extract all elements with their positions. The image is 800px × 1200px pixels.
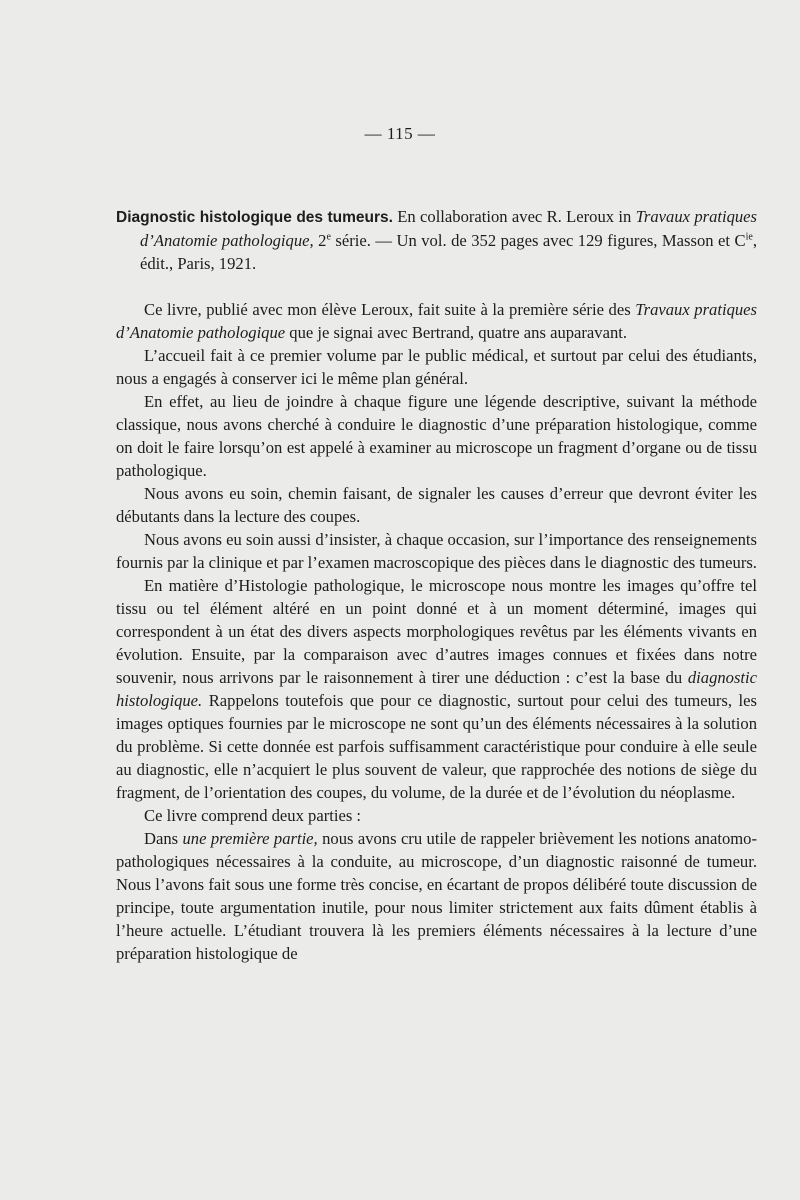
paragraph-5: Nous avons eu soin aussi d’insister, à chaque occasion, sur l’importance des renseignements fournis par la clinique et par l’examen macroscopique des pièces dans le diagnostic des tumeurs. (116, 530, 757, 572)
paragraph-4: Nous avons eu soin, chemin faisant, de signaler les causes d’erreur que devront éviter les débutants dans la lecture des coupes. (116, 484, 757, 526)
paragraph-1-text-a: Ce livre, publié avec mon élève Leroux, fait suite à la première série des (144, 300, 636, 319)
paragraph-6-italic: diagnostic histologique. (116, 668, 757, 710)
bibliography-text-1: En collaboration avec R. Leroux in (392, 207, 636, 226)
series-title: Travaux pratiques d’Anatomie pathologique, (140, 207, 758, 250)
paragraph-2: L’accueil fait à ce premier volume par le public médical, et surtout par celui des étudiants, nous a engagés à conserver ici le même plan général. (116, 346, 757, 388)
paragraph-1-text-b: que je signai avec Bertrand, quatre ans auparavant. (285, 323, 628, 342)
paragraph-6 (116, 574, 757, 804)
paragraph-1-italic: Travaux pratiques d’Anatomie pathologique (116, 300, 757, 342)
paragraph-8-text-b: nous avons cru utile de rappeler brièvement les notions anatomo-pathologiques nécessaires à la conduite, au microscope, d’un diagnostic raisonné de tumeur. Nous l’avons fait sous une forme très concise, en écartant de propos délibéré toute discussion de principe, toute argumentation inutile, pour nous limiter strictement aux faits dûment établis à l’heure actuelle. L’étudiant trouvera là les premiers éléments nécessaires à la lecture d’une préparation histologique de (116, 829, 757, 963)
bibliography-entry (116, 205, 757, 275)
paragraph-8-italic: une première partie, (182, 829, 318, 848)
bibliography-text-2: 2 (313, 231, 327, 250)
page-number: — 115 — (364, 124, 436, 143)
body-text (116, 298, 757, 965)
publisher-superscript: ie (745, 231, 753, 243)
paragraph-8 (116, 827, 757, 965)
bibliography-text-3: série. — Un vol. de 352 pages avec 129 figures, Masson et C (330, 231, 746, 250)
paragraph-1 (116, 298, 757, 344)
bibliography-paragraph (116, 205, 757, 275)
paragraph-6-text-b: Rappelons toutefois que pour ce diagnostic, surtout pour celui des tumeurs, les images optiques fournies par le microscope ne sont qu’un des éléments nécessaires à la solution du problème. Si cette donnée est parfois suffisamment caractéristique pour conduire à elle seule au diagnostic, elle n’acquiert le plus souvent de valeur, que rapprochée des notions de siège du fragment, de l’orientation des coupes, du volume, de la durée et de l’évolution du néoplasme. (116, 691, 757, 802)
edition-superscript: e (326, 231, 331, 243)
paragraph-3: En effet, au lieu de joindre à chaque figure une légende descriptive, suivant la méthode classique, nous avons cherché à conduire le diagnostic d’une préparation histologique, comme on doit le faire lorsqu’on est appelé à examiner au microscope un fragment d’organe ou de tissu pathologique. (116, 392, 757, 480)
paragraph-8-text-a: Dans (144, 829, 183, 848)
paragraph-7: Ce livre comprend deux parties : (144, 806, 362, 825)
bibliography-text-4: , édit., Paris, 1921. (140, 231, 757, 273)
book-title: Diagnostic histologique des tumeurs. (116, 209, 393, 226)
paragraph-6-text-a: En matière d’Histologie pathologique, le microscope nous montre les images qu’offre tel tissu ou tel élément altéré en un point donné et à un moment déterminé, images qui correspondent à un état des divers aspects morphologiques revêtus par les éléments vivants en évolution. Ensuite, par la comparaison avec d’autres images connues et fixées dans notre souvenir, nous arrivons par le raisonnement à tirer une déduction : c’est la base du (116, 576, 757, 687)
